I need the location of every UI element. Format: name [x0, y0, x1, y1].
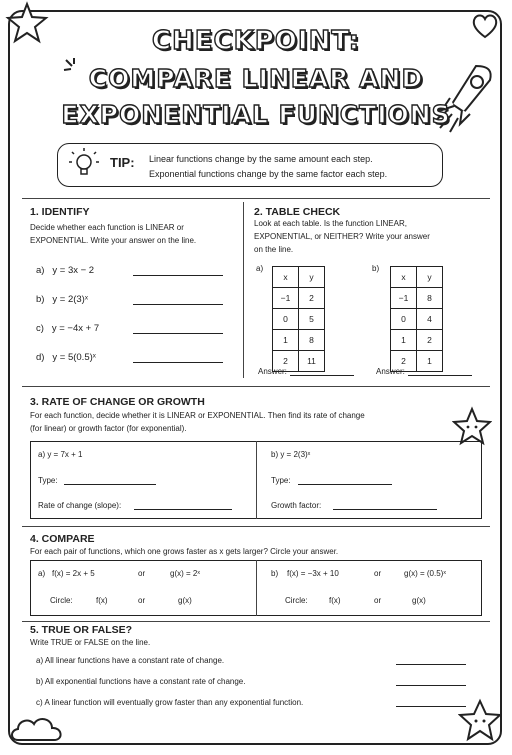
circle-label-b: Circle:	[285, 596, 308, 605]
compare-b-f: f(x) = −3x + 10	[287, 569, 339, 578]
table-cell: 11	[299, 351, 325, 372]
table-a-label: a)	[256, 264, 264, 273]
choice-fx-a[interactable]: f(x)	[96, 596, 108, 605]
table-cell: 2	[417, 330, 443, 351]
compare-b-label: b)	[271, 569, 279, 578]
table-a	[272, 266, 325, 372]
table-cell: 2	[391, 351, 417, 372]
section-1-instructions	[30, 221, 196, 247]
type-line-b[interactable]	[298, 484, 392, 485]
tf-line-a[interactable]	[396, 664, 466, 665]
star-face-bottom-icon	[458, 698, 502, 742]
problem-3b: b) y = 2(3)ˣ	[271, 450, 311, 459]
equation: y = 3x − 2	[52, 265, 95, 276]
table-header: x	[391, 267, 417, 288]
type-line-a[interactable]	[64, 484, 156, 485]
divider	[22, 198, 490, 199]
table-cell: 5	[299, 309, 325, 330]
title-line-3: EXPONENTIAL FUNCTIONS	[61, 100, 451, 129]
divider	[22, 386, 490, 387]
answer-label-b: Answer:	[376, 367, 405, 376]
table-cell: −1	[273, 288, 299, 309]
section-2-heading: 2. TABLE CHECK	[254, 206, 341, 218]
tip-line-1: Linear functions change by the same amount each step.	[149, 154, 373, 164]
table-cell: 0	[391, 309, 417, 330]
table-cell: 1	[391, 330, 417, 351]
statement-a: a) All linear functions have a constant rate of change.	[36, 656, 225, 665]
answer-line[interactable]	[133, 275, 223, 276]
type-label-b: Type:	[271, 476, 291, 485]
section-5-heading: 5. TRUE OR FALSE?	[30, 624, 133, 636]
divider	[22, 526, 490, 527]
section-3-instructions	[30, 409, 365, 435]
tip-label: TIP:	[110, 155, 135, 170]
section-4-instructions: For each pair of functions, which one grows faster as x gets larger? Circle your answer.	[30, 547, 339, 556]
tf-line-b[interactable]	[396, 685, 466, 686]
item-label: a)	[36, 265, 45, 276]
compare-b-g: g(x) = (0.5)ˣ	[404, 569, 446, 578]
equation: y = 5(0.5)ˣ	[52, 352, 96, 363]
table-cell: 1	[417, 351, 443, 372]
rate-label: Rate of change (slope):	[38, 501, 122, 510]
compare-a-g: g(x) = 2ˣ	[170, 569, 200, 578]
section-4-heading: 4. COMPARE	[30, 533, 95, 545]
equation: y = 2(3)ˣ	[52, 294, 88, 305]
statement-c: c) A linear function will eventually grow faster than any exponential function.	[36, 698, 304, 707]
statement-b: b) All exponential functions have a constant rate of change.	[36, 677, 246, 686]
instruction-line: on the line.	[254, 245, 294, 254]
title-line-2: COMPARE LINEAR AND	[88, 64, 424, 93]
rate-line[interactable]	[134, 509, 232, 510]
choice-gx-b[interactable]: g(x)	[412, 596, 426, 605]
answer-line[interactable]	[133, 333, 223, 334]
question-1d	[36, 352, 96, 363]
star-face-icon	[452, 406, 492, 446]
table-cell: 1	[273, 330, 299, 351]
section-5-instructions: Write TRUE or FALSE on the line.	[30, 638, 151, 647]
instruction-line: For each function, decide whether it is LINEAR or EXPONENTIAL. Then find its rate of change	[30, 411, 365, 420]
equation: y = −4x + 7	[51, 323, 100, 334]
cloud-icon	[8, 710, 68, 748]
compare-a-or: or	[138, 569, 146, 578]
growth-line[interactable]	[333, 509, 437, 510]
instruction-line: Decide whether each function is LINEAR or	[30, 223, 184, 232]
section-2-instructions	[254, 217, 430, 256]
choice-gx-a[interactable]: g(x)	[178, 596, 192, 605]
column-divider	[243, 202, 244, 378]
instruction-line: Look at each table. Is the function LINEAR,	[254, 219, 407, 228]
answer-line-b[interactable]	[408, 375, 472, 376]
section-3-heading: 3. RATE OF CHANGE OR GROWTH	[30, 396, 205, 408]
answer-line[interactable]	[133, 362, 223, 363]
question-1b	[36, 294, 88, 305]
table-cell: 8	[417, 288, 443, 309]
tip-line-2: Exponential functions change by the same factor each step.	[149, 169, 388, 179]
growth-label: Growth factor:	[271, 501, 322, 510]
section-1-heading: 1. IDENTIFY	[30, 206, 90, 218]
table-cell: 4	[417, 309, 443, 330]
choice-fx-b[interactable]: f(x)	[329, 596, 341, 605]
table-b-label: b)	[372, 264, 380, 273]
box-divider	[256, 441, 257, 519]
answer-line[interactable]	[133, 304, 223, 305]
table-cell: 2	[273, 351, 299, 372]
compare-a-f: f(x) = 2x + 5	[52, 569, 95, 578]
instruction-line: (for linear) or growth factor (for exponential).	[30, 424, 187, 433]
answer-line-a[interactable]	[290, 375, 354, 376]
table-cell: 8	[299, 330, 325, 351]
box-divider	[256, 560, 257, 616]
item-label: b)	[36, 294, 45, 305]
compare-a-label: a)	[38, 569, 46, 578]
title-line-1: CHECKPOINT:	[151, 26, 361, 56]
instruction-line: EXPONENTIAL. Write your answer on the line.	[30, 236, 197, 245]
table-header: y	[417, 267, 443, 288]
item-label: d)	[36, 352, 45, 363]
tip-text	[149, 152, 387, 182]
table-header: y	[299, 267, 325, 288]
question-1c	[36, 323, 99, 334]
type-label-a: Type:	[38, 476, 58, 485]
question-1a	[36, 265, 94, 276]
table-cell: −1	[391, 288, 417, 309]
problem-3a: a) y = 7x + 1	[38, 450, 83, 459]
table-b	[390, 266, 443, 372]
choice-or-b: or	[374, 596, 382, 605]
item-label: c)	[36, 323, 44, 334]
divider	[22, 621, 490, 622]
compare-b-or: or	[374, 569, 382, 578]
circle-label-a: Circle:	[50, 596, 73, 605]
tf-line-c[interactable]	[396, 706, 466, 707]
table-cell: 2	[299, 288, 325, 309]
table-cell: 0	[273, 309, 299, 330]
instruction-line: EXPONENTIAL, or NEITHER? Write your answer	[254, 232, 430, 241]
answer-label-a: Answer:	[258, 367, 287, 376]
table-header: x	[273, 267, 299, 288]
choice-or-a: or	[138, 596, 146, 605]
